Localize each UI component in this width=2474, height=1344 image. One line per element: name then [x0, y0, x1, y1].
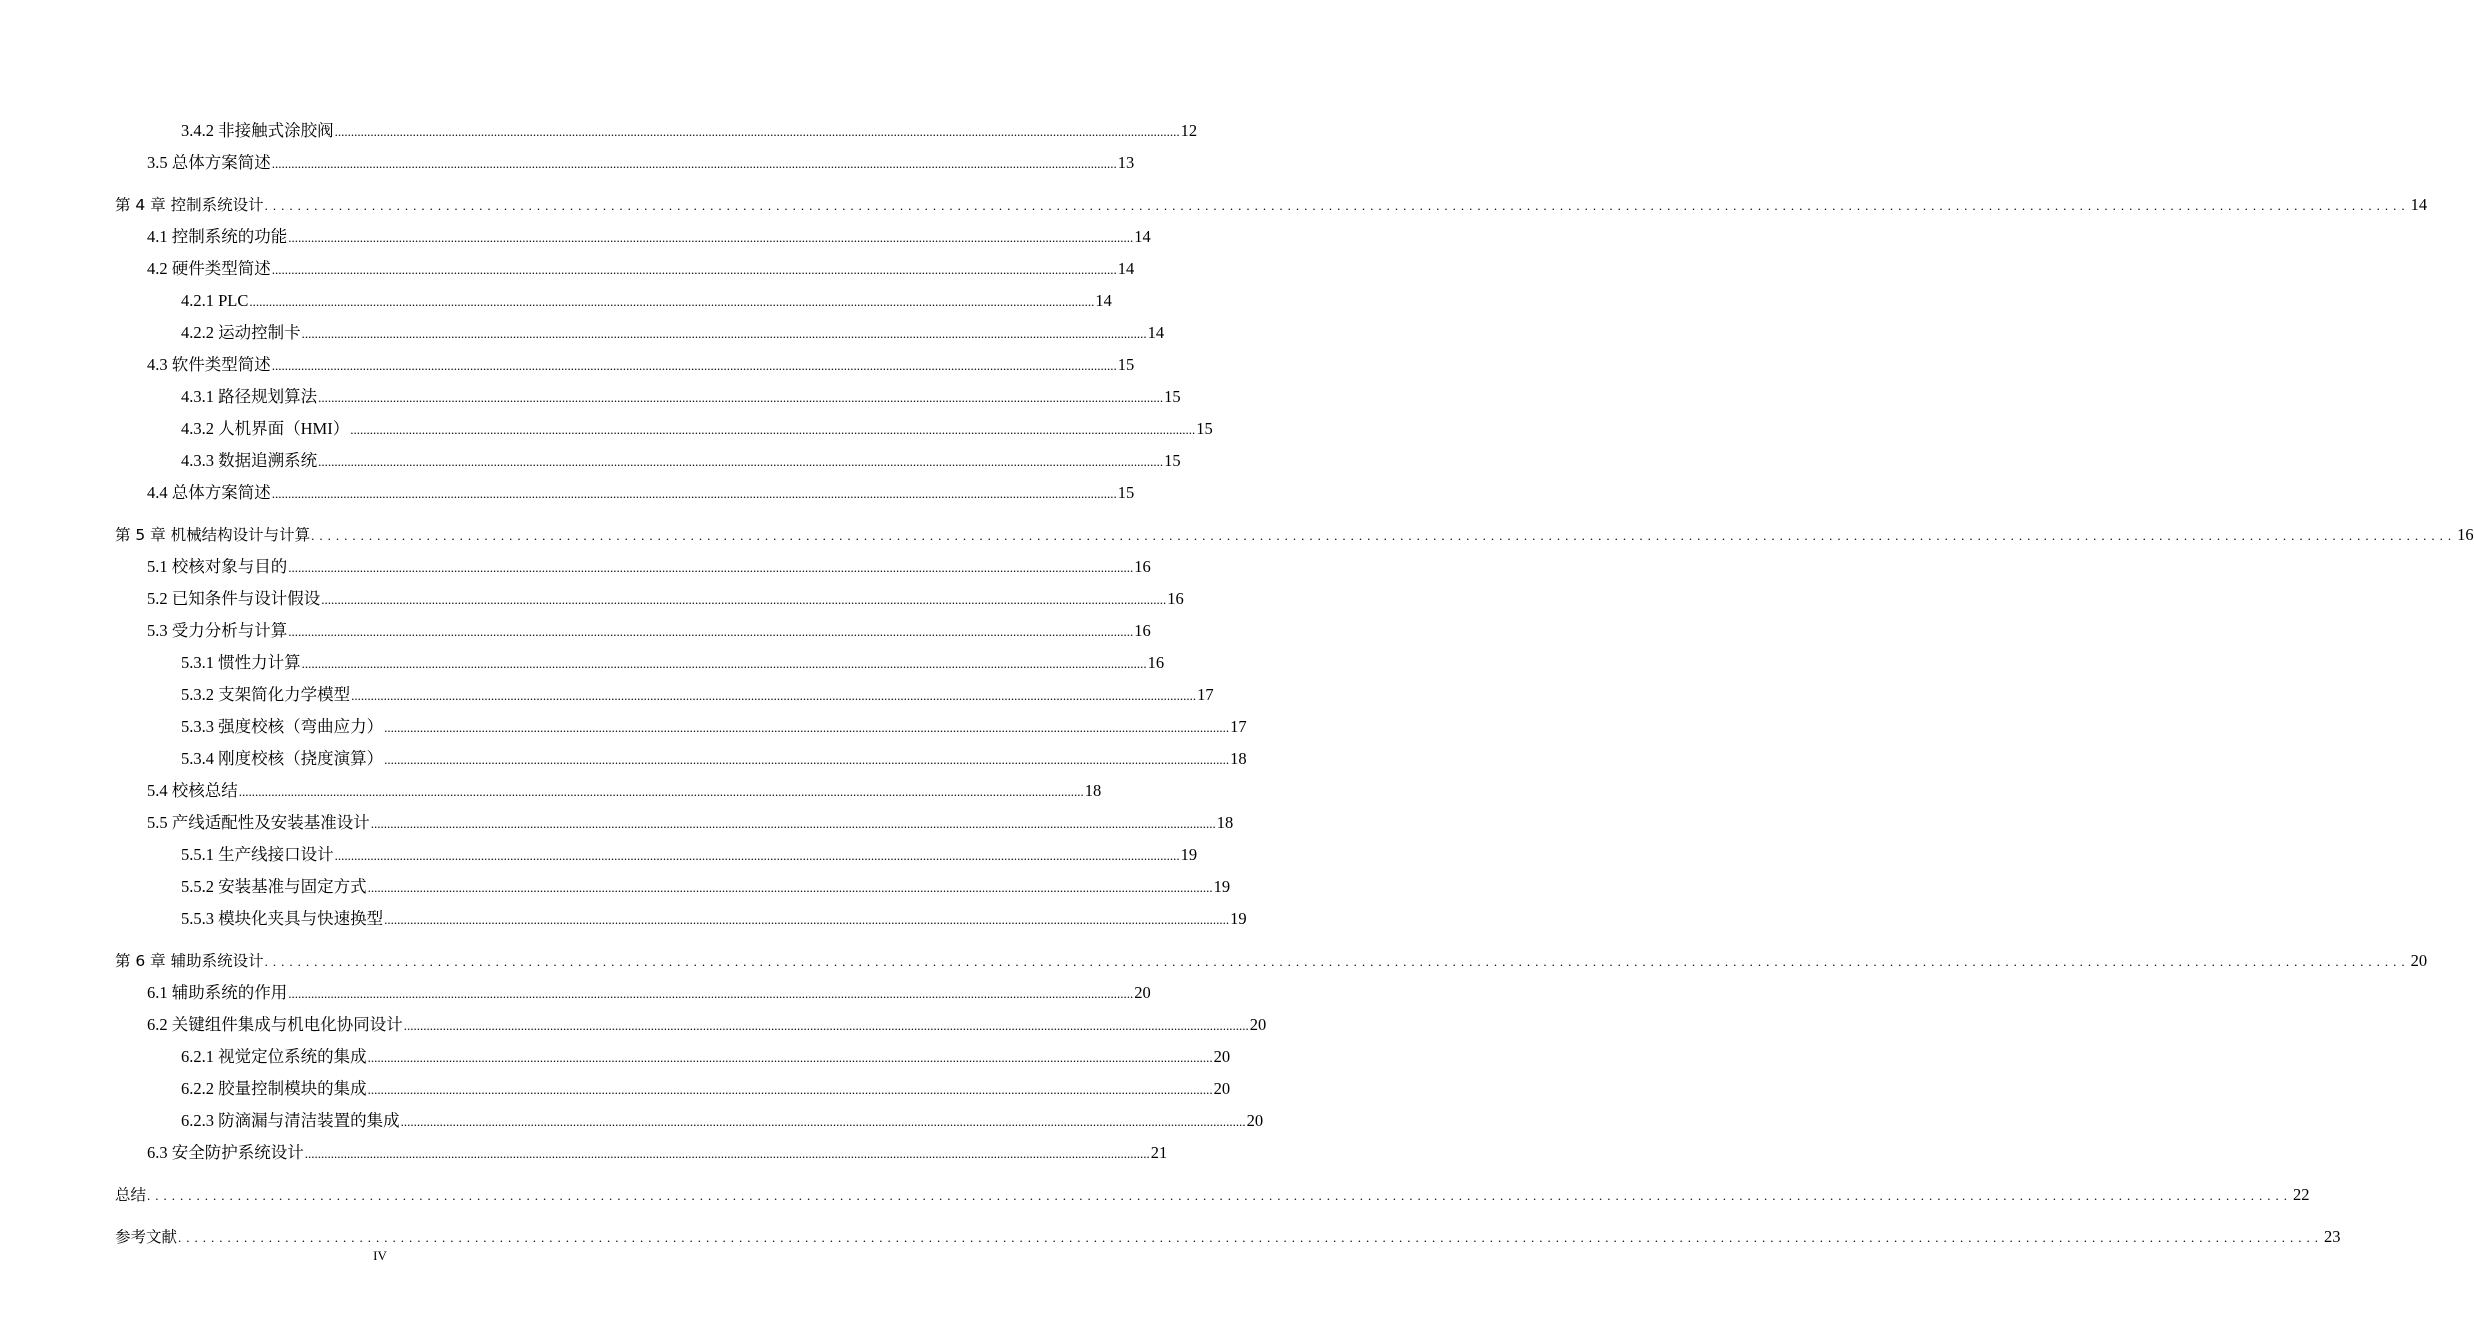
toc-entry[interactable] [147, 152, 1135, 175]
toc-entry[interactable] [181, 386, 1181, 409]
toc-dot-leader: .................................................................................................................................................................................................................................................................... [384, 752, 1230, 767]
toc-entry-title: 4.2.1 PLC [181, 291, 249, 310]
toc-entry-title: 5.5.3 模块化夹具与快速换型 [181, 909, 384, 928]
toc-entry-title: 5.1 校核对象与目的 [147, 557, 288, 576]
toc-dot-leader: .................................................................................................................................................................................................................................................................... [370, 816, 1216, 831]
toc-entry-page: 16 [1134, 621, 1151, 640]
toc-entry-title: 5.3.3 强度校核（弯曲应力） [181, 717, 384, 736]
toc-entry[interactable] [181, 908, 1247, 931]
toc-dot-leader: .................................................................................................................................................................................................................................................................... [351, 688, 1197, 703]
toc-entry-title: 4.2.2 运动控制卡 [181, 323, 301, 342]
toc-dot-leader: .................................................................................................................................................................................................................................................................... [367, 1082, 1213, 1097]
toc-entry-title: 第 4 章 控制系统设计 [115, 196, 264, 214]
toc-entry[interactable] [181, 876, 1231, 899]
toc-entry[interactable] [147, 258, 1135, 281]
toc-entry[interactable] [147, 1014, 1267, 1037]
toc-entry[interactable] [181, 120, 1198, 143]
toc-entry-page: 14 [1117, 259, 1135, 278]
toc-dot-leader: .................................................................................................................................................................................................................................................................... [301, 656, 1147, 671]
toc-entry-title: 5.2 已知条件与设计假设 [147, 589, 321, 608]
toc-dot-leader: .................................................................................................................................................................................................................................................................... [318, 454, 1164, 469]
toc-entry[interactable] [181, 652, 1165, 675]
toc-dot-leader: .................................................................................................................................................................................................................................................................... [334, 848, 1180, 863]
toc-entry-page: 14 [1147, 323, 1165, 342]
toc-dot-leader: .................................................................................................................................................................................................................................................................... [403, 1018, 1249, 1033]
toc-entry-title: 5.5 产线适配性及安装基准设计 [147, 813, 370, 832]
toc-entry-page: 15 [1117, 483, 1135, 502]
toc-entry-title: 5.5.2 安装基准与固定方式 [181, 877, 367, 896]
toc-entry[interactable] [181, 450, 1181, 473]
toc-entry-title: 5.3.2 支架简化力学模型 [181, 685, 351, 704]
toc-entry-title: 5.3.1 惯性力计算 [181, 653, 301, 672]
toc-entry-title: 5.4 校核总结 [147, 781, 238, 800]
toc-dot-leader: .................................................................................................................................................................................................................................................................... [304, 1146, 1150, 1161]
toc-dot-leader: .................................................................................................................................................................................................................................................................... [301, 326, 1147, 341]
toc-entry-title: 参考文献 [115, 1228, 178, 1246]
toc-entry-page: 20 [1134, 983, 1151, 1002]
toc-entry-title: 3.5 总体方案简述 [147, 153, 271, 172]
toc-entry-title: 第 5 章 机械结构设计与计算 [115, 526, 311, 544]
toc-entry[interactable] [181, 844, 1198, 867]
toc-entry[interactable] [147, 226, 1151, 249]
toc-dot-leader: .................................................................................................................................................................................................................................................................... [350, 422, 1196, 437]
toc-entry-page: 12 [1180, 121, 1198, 140]
toc-entry[interactable] [147, 982, 1151, 1005]
toc-dot-leader: .................................................................................................................................................................................................................................................................... [384, 720, 1230, 735]
toc-dot-leader: .................................................................................................................................................................................................................................................................... [400, 1114, 1246, 1129]
toc-entry-page: 18 [1084, 781, 1102, 800]
toc-entry-page: 16 [1147, 653, 1165, 672]
toc-dot-leader: .................................................................................................................................................................................................................................................................... [311, 528, 2457, 543]
toc-chapter-entry[interactable] [115, 524, 2474, 547]
toc-entry-title: 4.3.3 数据追溯系统 [181, 451, 318, 470]
toc-entry-title: 第 6 章 辅助系统设计 [115, 952, 264, 970]
toc-entry-title: 6.2.2 胶量控制模块的集成 [181, 1079, 367, 1098]
toc-entry[interactable] [181, 1046, 1231, 1069]
toc-dot-leader: .................................................................................................................................................................................................................................................................... [288, 560, 1134, 575]
toc-entry-title: 总结 [115, 1186, 147, 1204]
toc-entry-title: 6.2 关键组件集成与机电化协同设计 [147, 1015, 403, 1034]
toc-entry[interactable] [181, 1110, 1264, 1133]
toc-entry-page: 14 [1134, 227, 1151, 246]
toc-entry-title: 4.3.1 路径规划算法 [181, 387, 318, 406]
toc-dot-leader: .................................................................................................................................................................................................................................................................... [271, 486, 1117, 501]
toc-dot-leader: .................................................................................................................................................................................................................................................................... [318, 390, 1164, 405]
toc-chapter-entry[interactable] [115, 1184, 2310, 1207]
toc-entry[interactable] [181, 418, 1213, 441]
toc-entry-page: 17 [1197, 685, 1214, 704]
toc-chapter-entry[interactable] [115, 194, 2428, 217]
toc-entry-page: 20 [1213, 1047, 1231, 1066]
toc-entry-title: 4.4 总体方案简述 [147, 483, 271, 502]
toc-dot-leader: .................................................................................................................................................................................................................................................................... [271, 262, 1117, 277]
toc-dot-leader: .................................................................................................................................................................................................................................................................... [367, 880, 1213, 895]
toc-dot-leader: .................................................................................................................................................................................................................................................................... [264, 198, 2410, 213]
toc-entry-title: 3.4.2 非接触式涂胶阀 [181, 121, 334, 140]
toc-dot-leader: .................................................................................................................................................................................................................................................................... [288, 624, 1134, 639]
toc-dot-leader: .................................................................................................................................................................................................................................................................... [384, 912, 1230, 927]
toc-entry[interactable] [147, 780, 1102, 803]
toc-dot-leader: .................................................................................................................................................................................................................................................................... [271, 156, 1117, 171]
toc-entry-title: 4.2 硬件类型简述 [147, 259, 271, 278]
toc-entry-page: 16 [1134, 557, 1151, 576]
toc-entry[interactable] [181, 322, 1165, 345]
toc-dot-leader: .................................................................................................................................................................................................................................................................... [334, 124, 1180, 139]
toc-dot-leader: .................................................................................................................................................................................................................................................................... [147, 1188, 2293, 1203]
toc-entry-page: 14 [1095, 291, 1112, 310]
toc-entry-page: 20 [1213, 1079, 1231, 1098]
toc-entry-page: 15 [1164, 387, 1181, 406]
toc-dot-leader: .................................................................................................................................................................................................................................................................... [264, 954, 2410, 969]
toc-dot-leader: .................................................................................................................................................................................................................................................................... [238, 784, 1084, 799]
toc-entry[interactable] [181, 1078, 1231, 1101]
toc-dot-leader: .................................................................................................................................................................................................................................................................... [288, 230, 1134, 245]
toc-entry-title: 4.3 软件类型简述 [147, 355, 271, 374]
toc-entry-page: 20 [1249, 1015, 1267, 1034]
toc-entry-page: 16 [1167, 589, 1184, 608]
toc-entry-page: 16 [2457, 525, 2474, 544]
toc-entry[interactable] [147, 482, 1135, 505]
toc-entry-title: 6.2.1 视觉定位系统的集成 [181, 1047, 367, 1066]
toc-entry-page: 22 [2293, 1185, 2310, 1204]
toc-entry-title: 6.3 安全防护系统设计 [147, 1143, 304, 1162]
toc-entry-page: 14 [2410, 195, 2428, 214]
toc-entry-page: 20 [1246, 1111, 1264, 1130]
toc-chapter-entry[interactable] [115, 1226, 2341, 1249]
toc-entry-page: 15 [1117, 355, 1135, 374]
toc-dot-leader: .................................................................................................................................................................................................................................................................... [288, 986, 1134, 1001]
toc-dot-leader: .................................................................................................................................................................................................................................................................... [178, 1230, 2324, 1245]
toc-entry[interactable] [147, 812, 1234, 835]
toc-chapter-entry[interactable] [115, 950, 2428, 973]
page-number: IV [373, 1248, 387, 1263]
toc-entry-title: 5.5.1 生产线接口设计 [181, 845, 334, 864]
toc-dot-leader: .................................................................................................................................................................................................................................................................... [271, 358, 1117, 373]
toc-entry[interactable] [181, 716, 1247, 739]
toc-entry[interactable] [147, 588, 1184, 611]
toc-entry-page: 18 [1230, 749, 1247, 768]
toc-entry[interactable] [147, 620, 1151, 643]
toc-entry-page: 21 [1150, 1143, 1168, 1162]
toc-dot-leader: .................................................................................................................................................................................................................................................................... [367, 1050, 1213, 1065]
toc-entry-page: 15 [1196, 419, 1213, 438]
toc-entry-page: 17 [1230, 717, 1247, 736]
toc-entry-page: 23 [2324, 1227, 2341, 1246]
toc-entry-page: 19 [1230, 909, 1247, 928]
toc-dot-leader: .................................................................................................................................................................................................................................................................... [321, 592, 1167, 607]
toc-entry-title: 5.3.4 刚度校核（挠度演算） [181, 749, 384, 768]
toc-entry-title: 4.1 控制系统的功能 [147, 227, 288, 246]
toc-entry-title: 4.3.2 人机界面（HMI） [181, 419, 350, 438]
toc-entry-page: 18 [1216, 813, 1234, 832]
toc-entry-page: 15 [1164, 451, 1181, 470]
toc-entry-page: 20 [2410, 951, 2428, 970]
toc-entry[interactable] [181, 684, 1214, 707]
toc-entry[interactable] [147, 1142, 1168, 1165]
toc-entry[interactable] [181, 290, 1112, 313]
toc-entry-page: 13 [1117, 153, 1135, 172]
toc-entry-title: 5.3 受力分析与计算 [147, 621, 288, 640]
toc-entry-page: 19 [1213, 877, 1231, 896]
toc-entry-title: 6.2.3 防滴漏与清洁装置的集成 [181, 1111, 400, 1130]
toc-entry[interactable] [181, 748, 1247, 771]
toc-entry[interactable] [147, 354, 1135, 377]
toc-entry[interactable] [147, 556, 1151, 579]
toc-entry-title: 6.1 辅助系统的作用 [147, 983, 288, 1002]
toc-dot-leader: .................................................................................................................................................................................................................................................................... [249, 294, 1095, 309]
toc-entry-page: 19 [1180, 845, 1198, 864]
